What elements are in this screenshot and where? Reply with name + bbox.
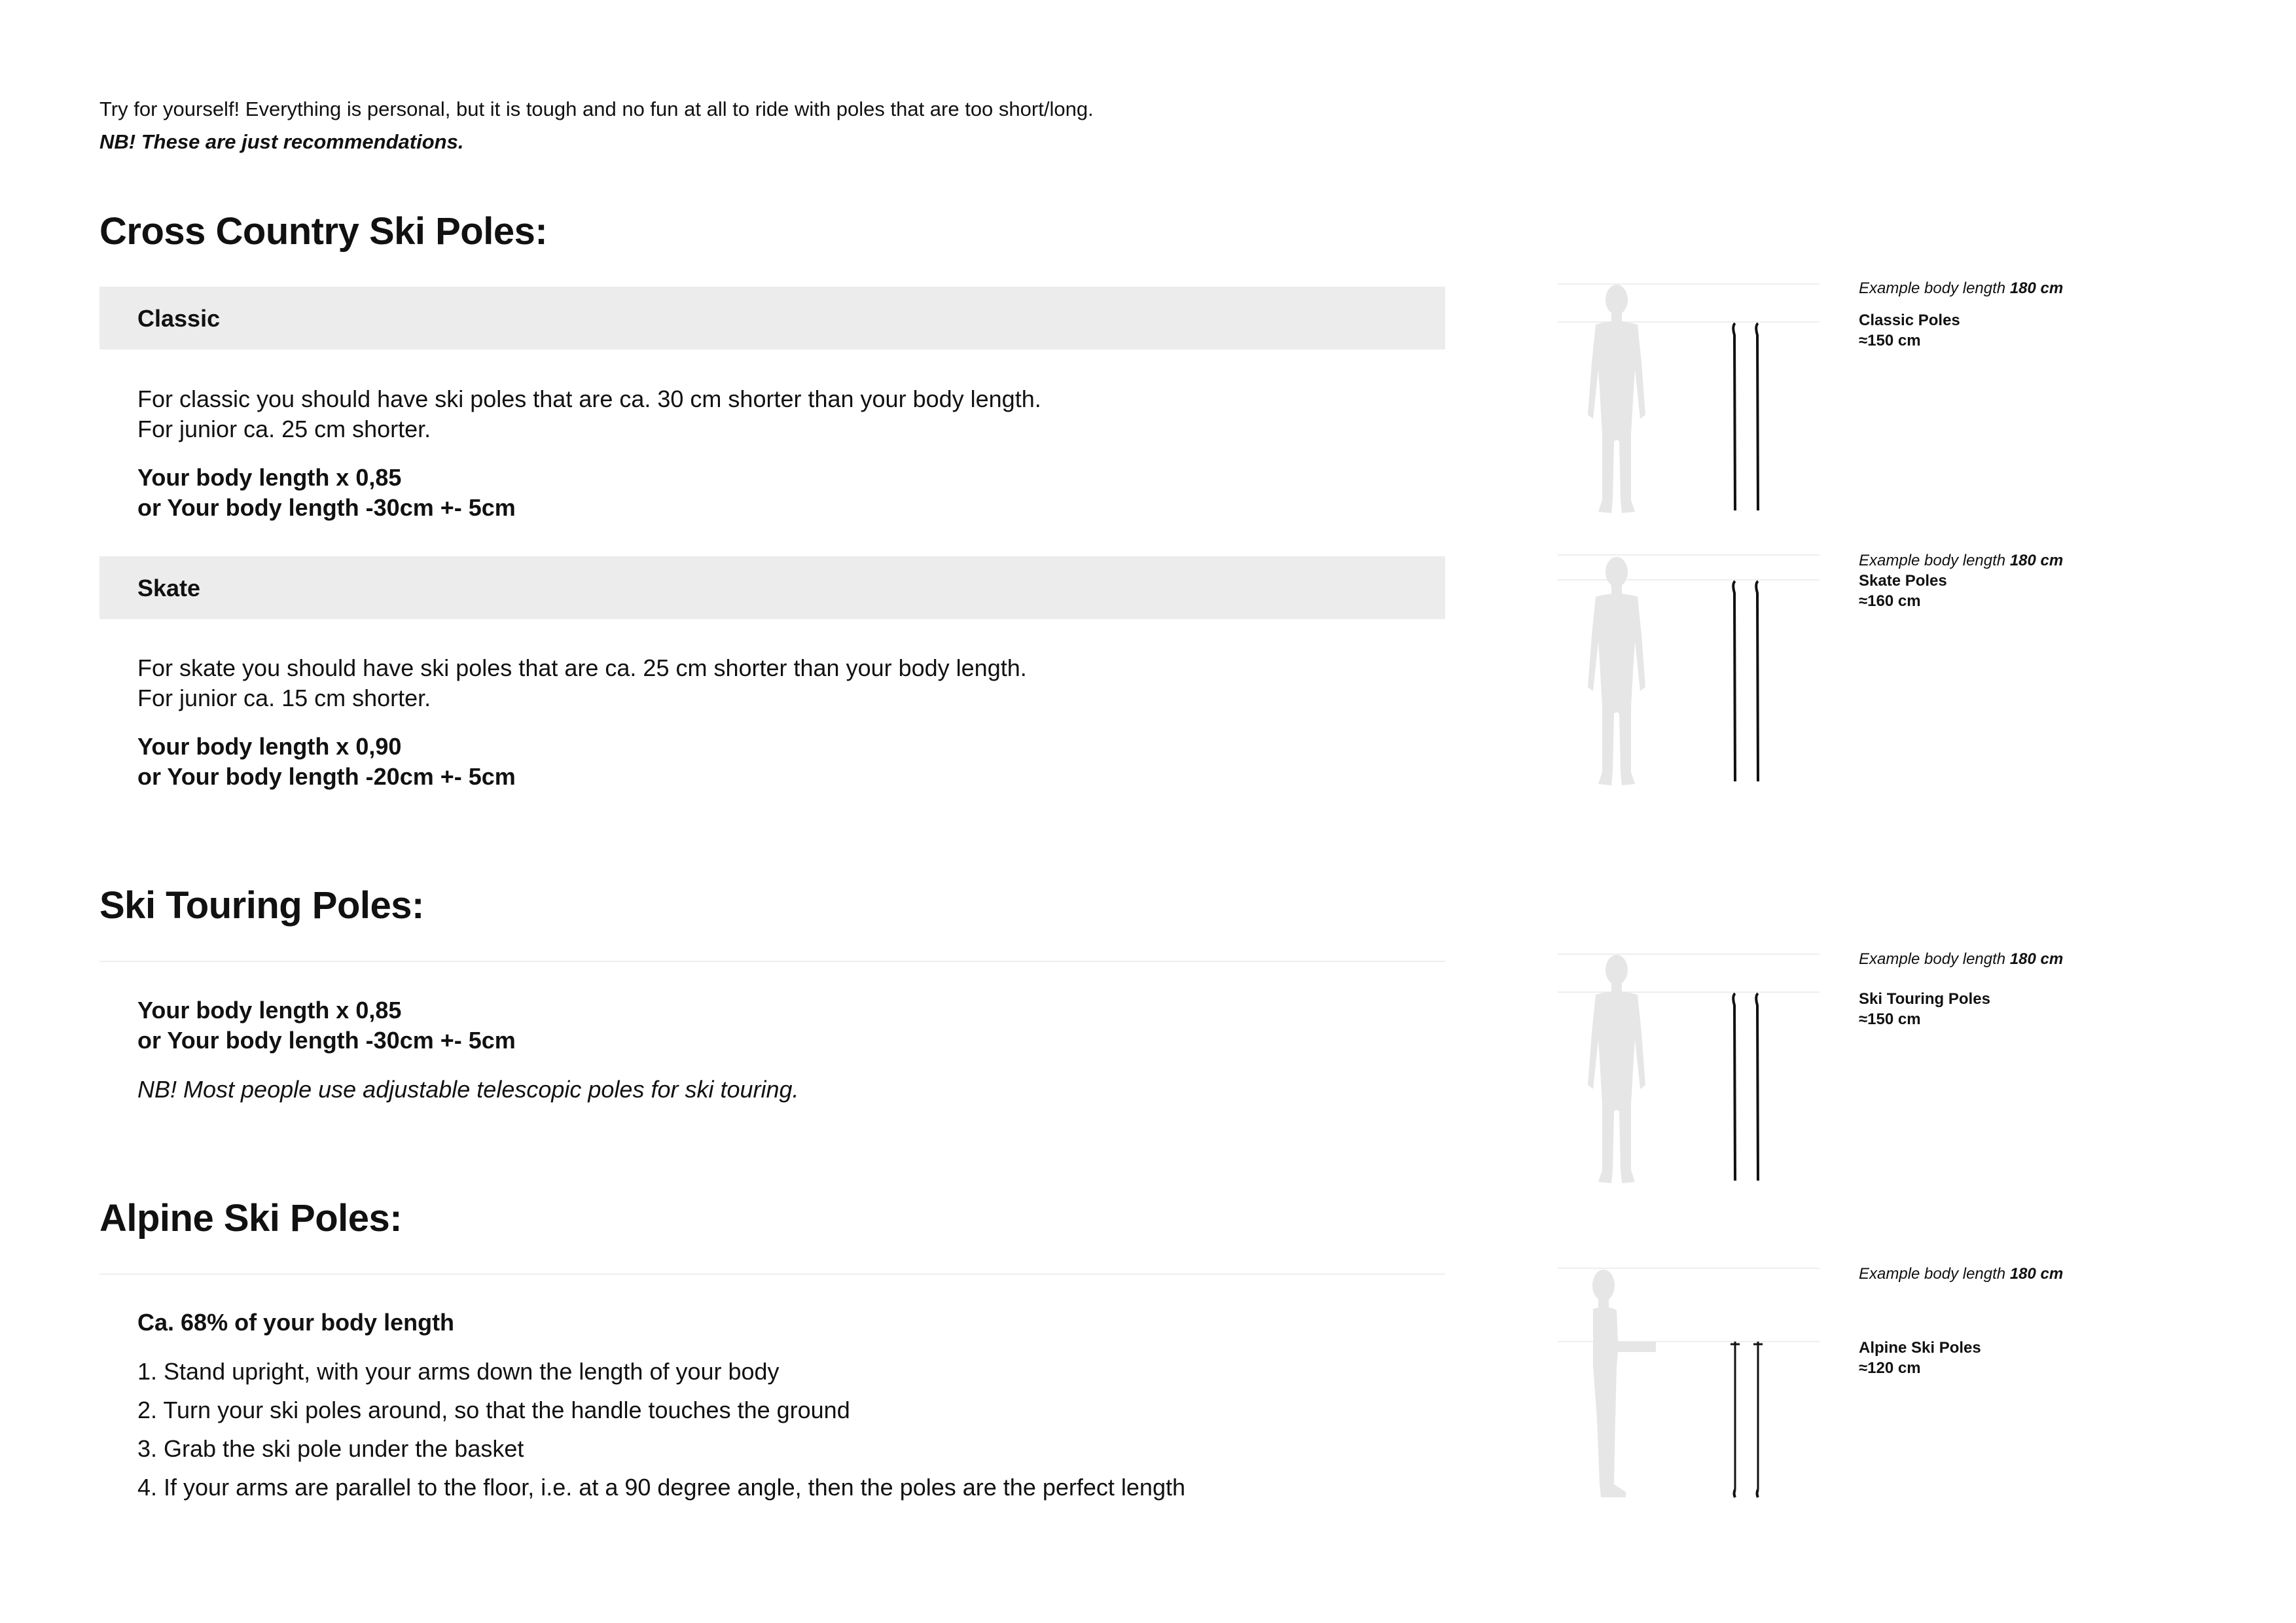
- classic-figure: [1558, 283, 1833, 518]
- intro-note: NB! These are just recommendations.: [99, 130, 464, 153]
- person-silhouette: [1588, 557, 1645, 785]
- pole-name: Skate Poles: [1859, 572, 1947, 590]
- classic-desc-line-2: For junior ca. 25 cm shorter.: [137, 416, 431, 442]
- pole-left: [1733, 323, 1735, 510]
- touring-formula: [137, 995, 516, 1056]
- touring-note: NB! Most people use adjustable telescopic poles for ski touring.: [137, 1076, 799, 1103]
- example-length: Example body length 180 cm: [1859, 950, 2064, 968]
- example-length: Example body length 180 cm: [1859, 552, 2064, 569]
- skate-description: [137, 653, 1027, 713]
- classic-caption: [1859, 278, 2063, 351]
- person-silhouette: [1588, 955, 1645, 1183]
- pole-length: ≈120 cm: [1859, 1359, 1921, 1377]
- touring-figure: [1558, 953, 1833, 1188]
- pole-length: ≈160 cm: [1859, 592, 1921, 610]
- skate-caption: [1859, 550, 2063, 611]
- touring-formula-2: or Your body length -30cm +- 5cm: [137, 1027, 516, 1054]
- skate-formula-2: or Your body length -20cm +- 5cm: [137, 763, 516, 790]
- pole-right: [1756, 993, 1758, 1181]
- alpine-step: 3. Grab the ski pole under the basket: [137, 1435, 524, 1462]
- alpine-figure: [1558, 1267, 1833, 1503]
- example-length: Example body length 180 cm: [1859, 279, 2064, 297]
- skate-band: [99, 556, 1445, 619]
- person-silhouette: [1592, 1270, 1656, 1497]
- alpine-divider: [99, 1274, 1445, 1275]
- intro: [99, 93, 1094, 158]
- pole-name: Classic Poles: [1859, 312, 1960, 329]
- classic-desc-line-1: For classic you should have ski poles that are ca. 30 cm shorter than your body length.: [137, 385, 1041, 412]
- pole-left-handle: [1734, 1489, 1736, 1497]
- example-length: Example body length 180 cm: [1859, 1265, 2064, 1283]
- pole-name: Ski Touring Poles: [1859, 990, 1990, 1008]
- touring-formula-1: Your body length x 0,85: [137, 997, 402, 1024]
- classic-band: [99, 287, 1445, 349]
- classic-title: Classic: [137, 305, 221, 332]
- pole-left: [1733, 581, 1735, 781]
- skate-desc-line-2: For junior ca. 15 cm shorter.: [137, 685, 431, 711]
- pole-name: Alpine Ski Poles: [1859, 1339, 1981, 1357]
- skate-title: Skate: [137, 575, 201, 601]
- alpine-steps: [137, 1352, 1185, 1507]
- cross-country-heading: Cross Country Ski Poles:: [99, 210, 548, 253]
- pole-length: ≈150 cm: [1859, 332, 1921, 349]
- pole-length: ≈150 cm: [1859, 1010, 1921, 1028]
- pole-right: [1756, 323, 1758, 510]
- skate-desc-line-1: For skate you should have ski poles that are ca. 25 cm shorter than your body length.: [137, 654, 1027, 681]
- skate-formula: [137, 732, 516, 792]
- person-silhouette: [1588, 285, 1645, 513]
- alpine-summary: Ca. 68% of your body length: [137, 1309, 455, 1336]
- skate-formula-1: Your body length x 0,90: [137, 733, 402, 760]
- alpine-caption: [1859, 1264, 2063, 1378]
- pole-left: [1733, 993, 1735, 1181]
- classic-formula-1: Your body length x 0,85: [137, 464, 402, 491]
- alpine-step: 4. If your arms are parallel to the floor, i.e. at a 90 degree angle, then the poles are the perfect length: [137, 1474, 1185, 1501]
- pole-right-handle: [1757, 1489, 1759, 1497]
- alpine-step: 1. Stand upright, with your arms down the length of your body: [137, 1358, 780, 1385]
- alpine-heading: Alpine Ski Poles:: [99, 1197, 403, 1240]
- touring-divider: [99, 961, 1445, 962]
- alpine-step: 2. Turn your ski poles around, so that the handle touches the ground: [137, 1397, 850, 1423]
- classic-formula: [137, 463, 516, 523]
- touring-caption: [1859, 949, 2063, 1029]
- pole-right: [1756, 581, 1758, 781]
- classic-description: [137, 384, 1041, 444]
- skate-figure: [1558, 554, 1833, 789]
- classic-formula-2: or Your body length -30cm +- 5cm: [137, 494, 516, 521]
- intro-line: Try for yourself! Everything is personal, but it is tough and no fun at all to ride with poles that are too short/long.: [99, 98, 1094, 120]
- touring-heading: Ski Touring Poles:: [99, 884, 424, 927]
